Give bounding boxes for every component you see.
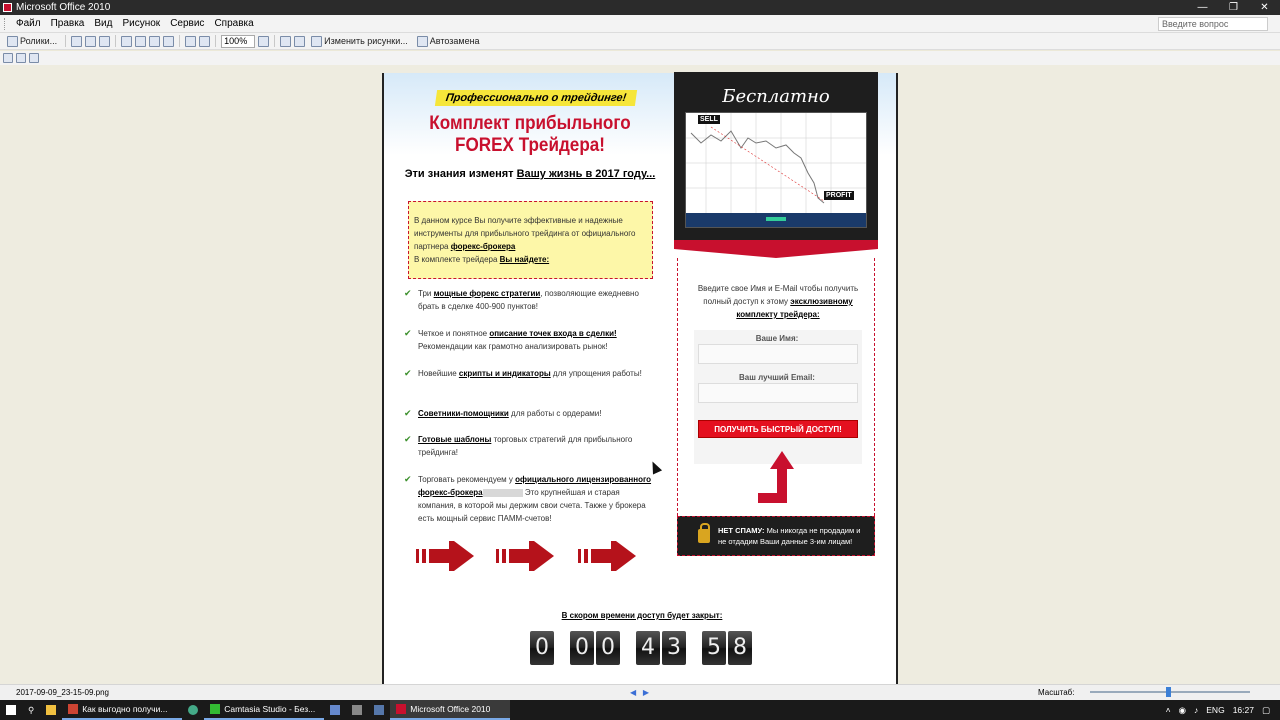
toolbar-separator [65,35,66,47]
intro-text: В данном курсе Вы получите эффективные и надежные инструменты для прибыльного трейдинга от официального партнера [414,216,636,251]
timer-digit: 3 [662,631,686,665]
form-intro-link: эксклюзивному комплекту трейдера: [736,297,853,319]
intro-link-2[interactable]: Вы найдете: [499,255,550,264]
camtasia-icon [210,704,220,714]
taskbar [0,700,1280,720]
standard-toolbar [0,33,1280,50]
closing-notice: В скором времени доступ будет закрыт: [561,611,723,620]
page-title [399,113,662,157]
menu-help[interactable]: Справка [214,18,254,29]
volume-icon[interactable]: ♪ [1194,705,1199,715]
zoom-label: Масштаб: [1038,688,1075,697]
title-line-2: FOREX Трейдера! [455,135,605,156]
network-icon[interactable]: ◉ [1178,704,1187,715]
office-icon [396,704,406,714]
copy-icon[interactable] [135,36,146,47]
notifications-icon[interactable]: ▢ [1261,704,1270,715]
tray-lang[interactable]: ENG [1206,705,1225,715]
app-button-2[interactable] [368,700,390,720]
feature-item: ✔ Готовые шаблоны торговых стратегий для прибыльного трейдинга! [404,434,633,457]
toolbar-separator [115,35,116,47]
shortcuts-button[interactable]: Ролики... [4,35,60,48]
menu-view[interactable]: Вид [94,18,113,29]
zoom-slider-thumb[interactable] [1166,687,1171,697]
single-view-icon[interactable] [29,53,39,63]
free-title: Бесплатно [722,86,830,107]
title-bar [0,0,1280,15]
help-icon[interactable] [258,36,269,47]
app-button[interactable] [346,700,368,720]
autoreplace-icon [417,36,428,47]
toolbar-separator [274,35,275,47]
explorer-button[interactable] [40,700,62,720]
up-arrow-icon [754,451,802,511]
free-offer-header [674,72,878,244]
name-label: Ваше Имя: [755,334,799,343]
zoom-combo[interactable]: 100% [221,35,255,48]
intro-link[interactable]: форекс-брокера [450,242,516,251]
minimize-button[interactable]: — [1197,2,1208,13]
landing-page-image [382,73,898,684]
edit-pictures-icon [311,36,322,47]
cut-icon[interactable] [121,36,132,47]
red-ribbon [674,240,878,258]
timer-digit: 0 [530,631,554,665]
timer-digit: 0 [570,631,594,665]
visual-studio-icon [330,705,340,715]
maximize-button[interactable]: ❐ [1229,2,1238,13]
nospam-text: Мы никогда не продадим и не отдадим Ваши данные 3-им лицам! [718,526,861,546]
toolbar-separator [179,35,180,47]
taskbar-item-browser[interactable]: Как выгодно получи... [62,700,182,720]
system-tray [1166,705,1280,716]
email-icon[interactable] [99,36,110,47]
status-bar [0,684,1280,700]
browser-icon [68,704,78,714]
feature-item: ✔ Торговать рекомендуем у официального лицензированного форекс-брокера Это крупнейшая и старая компания, в которой мы держим свои счета. Также у брокера есть мощный сервис ПАММ-счетов! [404,474,652,523]
undo-icon[interactable] [185,36,196,47]
toolbar-separator [215,35,216,47]
subtitle-text: Эти знания изменят [404,168,517,180]
taskbar-item-camtasia[interactable]: Camtasia Studio - Без... [204,700,324,720]
email-input[interactable] [698,383,858,403]
chart-screenshot [685,112,867,228]
subtitle-underlined: Вашу жизнь в 2017 году... [516,168,656,180]
timer-digit: 8 [728,631,752,665]
check-icon: ✔ [404,434,412,444]
start-button[interactable] [0,700,22,720]
title-line-1: Комплект прибыльного [429,113,631,134]
status-filename: 2017-09-09_23-15-09.png [16,688,109,697]
window-controls [1187,2,1280,13]
filmstrip-view-icon[interactable] [16,53,26,63]
menu-bar [0,15,1280,33]
menu-edit[interactable]: Правка [50,18,85,29]
app-icon [374,705,384,715]
save-icon[interactable] [71,36,82,47]
redo-icon[interactable] [199,36,210,47]
get-access-button[interactable]: ПОЛУЧИТЬ БЫСТРЫЙ ДОСТУП! [698,420,858,438]
no-spam-notice [677,516,875,556]
intro-text-2: В комплекте трейдера [414,255,500,264]
name-input[interactable] [698,344,858,364]
intro-box [408,201,653,279]
image-canvas [0,65,1280,684]
page-subtitle [384,168,676,180]
timer-digit: 4 [636,631,660,665]
feature-item: ✔ Три мощные форекс стратегии, позволяющие ежедневно брать в сделке 400-900 пунктов! [404,288,639,311]
form-intro: Введите свое Имя и E-Mail чтобы получить полный доступ к этому эксклюзивному комплекту трейдера: [697,284,859,319]
chrome-button[interactable] [182,700,204,720]
autoreplace-button[interactable]: Автозамена [414,35,483,48]
window-title: Microsoft Office 2010 [16,2,111,13]
tray-clock[interactable]: 16:27 [1232,705,1254,715]
taskbar-item-office[interactable]: Microsoft Office 2010 [390,700,510,720]
price-chart-graphic [686,113,866,227]
app-icon [3,3,12,12]
chrome-icon [188,705,198,715]
thumbnail-view-icon[interactable] [3,53,13,63]
toolbar-grip[interactable] [4,18,7,30]
paste-icon[interactable] [149,36,160,47]
rotate-left-icon[interactable] [280,36,291,47]
feature-item: ✔ Новейшие скрипты и индикаторы для упрощения работы! [404,368,642,378]
app-icon [352,705,362,715]
windows-icon [6,705,16,715]
page-nav-arrows-icon[interactable]: ◀ ▶ [630,688,649,697]
blurred-text [483,489,523,497]
feature-item: ✔ Советники-помощники для работы с ордерами! [404,408,602,418]
menu-tools[interactable]: Сервис [170,18,205,29]
shortcuts-icon [7,36,18,47]
folder-icon [46,705,56,715]
search-icon: ⚲ [28,704,35,715]
delete-icon[interactable] [163,36,174,47]
edit-pictures-button[interactable]: Изменить рисунки... [308,35,411,48]
check-icon: ✔ [404,368,412,378]
search-button[interactable] [22,700,40,720]
check-icon: ✔ [404,288,412,298]
email-label: Ваш лучший Email: [739,373,815,382]
rotate-right-icon[interactable] [294,36,305,47]
menu-picture[interactable]: Рисунок [122,18,161,29]
check-icon: ✔ [404,474,412,484]
signup-form [677,258,875,516]
red-arrows-graphic [414,539,654,573]
sell-label: SELL [700,116,718,123]
lock-icon [698,529,710,543]
nospam-bold: НЕТ СПАМУ: [718,526,765,535]
timer-digit: 5 [702,631,726,665]
promo-banner: Профессионально о трейдинге! [435,90,637,106]
feature-item: ✔ Четкое и понятное описание точек входа в сделки! Рекомендации как грамотно анализировать рынок! [404,328,617,351]
view-toolbar [0,51,1280,65]
countdown-timer [530,631,752,665]
tray-chevron-icon[interactable]: ˄ [1165,705,1171,715]
vs-button[interactable] [324,700,346,720]
close-button[interactable]: ✕ [1260,2,1269,13]
check-icon: ✔ [404,408,412,418]
check-icon: ✔ [404,328,412,338]
timer-digit: 0 [596,631,620,665]
menu-file[interactable]: Файл [16,18,41,29]
ask-question-input[interactable]: Введите вопрос [1158,17,1268,31]
print-icon[interactable] [85,36,96,47]
profit-label: PROFIT [826,192,852,199]
